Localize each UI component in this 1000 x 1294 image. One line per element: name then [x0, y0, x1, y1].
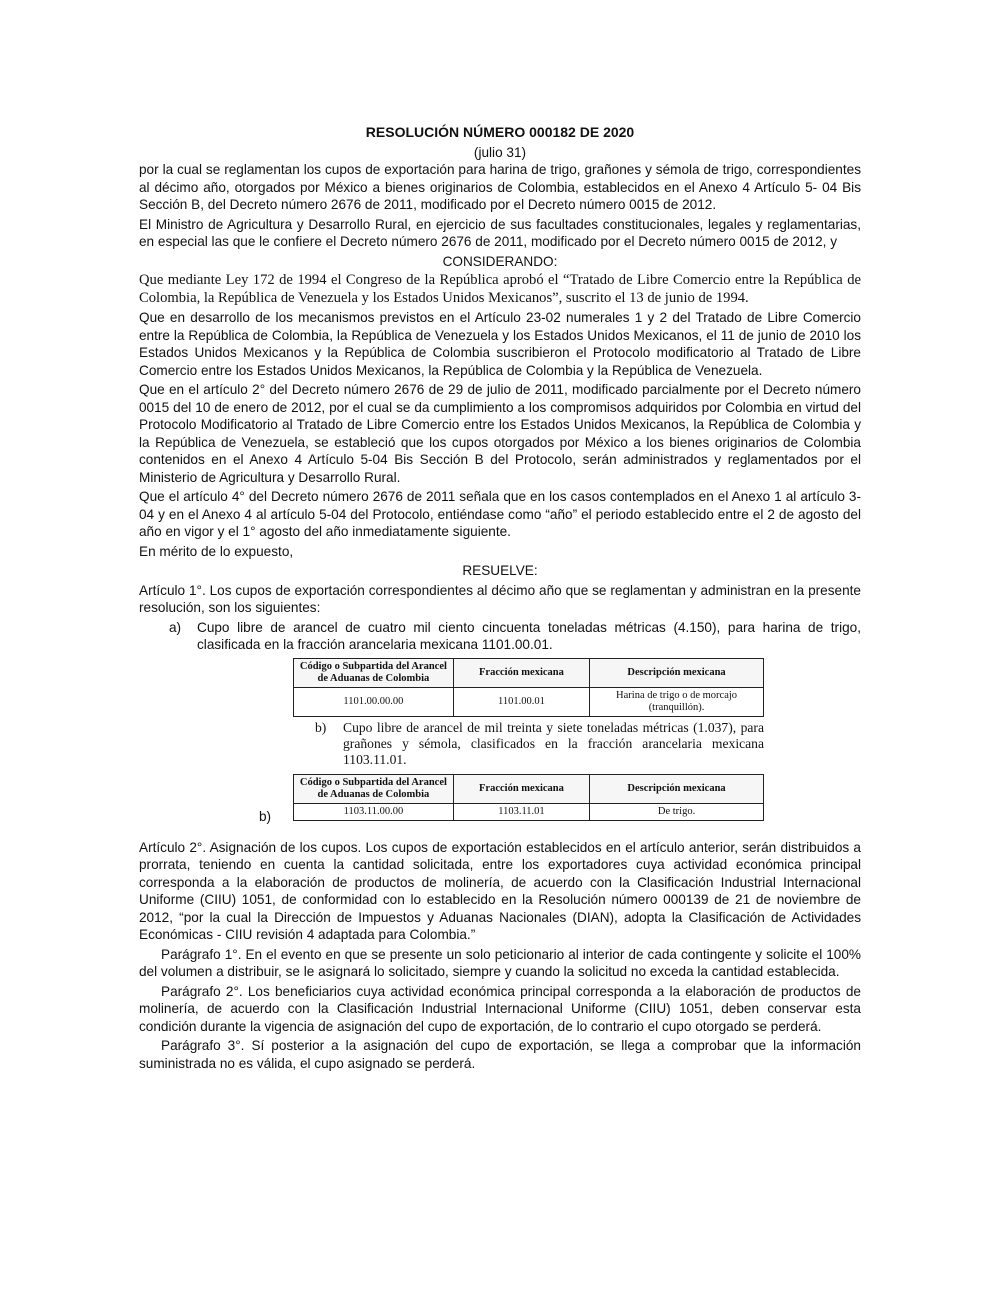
considerando-paragraph-3: Que en el artículo 2° del Decreto número 2676 de 29 de julio de 2011, modificado parcialmente por el Decreto número 0015 del 10 de enero de 2012, por el cual se da cumplimiento a los compromisos adquiridos por Colombia en virtud del Protocolo Modificatorio al Tratado de Libre Comercio entre los Estados Unidos Mexicanos, la República de Colombia y la República de Venezuela, se estableció que los cupos otorgados por México a los bienes originarios de Colombia contenidos en el Anexo 4 Artículo 5-04 Bis Sección B del Protocolo, serán administrados y reglamentados por el Ministerio de Agricultura y Desarrollo Rural.	[139, 382, 861, 485]
considerando-paragraph-5: En mérito de lo expuesto,	[139, 543, 294, 559]
list-marker-a: a)	[169, 619, 182, 635]
table-header: Descripción mexicana	[590, 658, 764, 687]
resolution-date: (julio 31)	[473, 144, 527, 160]
table-header-row	[294, 658, 764, 687]
table-cell: 1103.11.01	[453, 803, 589, 820]
tariff-table-1	[293, 658, 764, 717]
table-cell: 1101.00.01	[453, 687, 589, 716]
document-page	[139, 120, 861, 1074]
paragrafo-1: Parágrafo 1°. En el evento en que se presente un solo peticionario al interior de cada contingente y solicite el 100% del volumen a distribuir, se le asignará lo solicitado, siempre y cuando la solicitud no exceda la cantidad establecida.	[139, 946, 861, 979]
table-row	[294, 687, 764, 716]
list-item-a	[169, 619, 861, 654]
list-marker-b: b)	[315, 719, 327, 735]
table-cell: De trigo.	[590, 803, 764, 820]
considerando-heading: CONSIDERANDO:	[442, 253, 558, 269]
articulo-2: Artículo 2°. Asignación de los cupos. Los cupos de exportación establecidos en el artículo anterior, serán distribuidos a prorrata, teniendo en cuenta la cantidad solicitada, entre los exportadores cuya actividad económica principal corresponda a la elaboración de productos de molinería, de acuerdo con la Clasificación Industrial Internacional Uniforme (CIIU) 1051, de conformidad con lo establecido en la Resolución número 000139 de 21 de noviembre de 2012, “por la cual la Dirección de Impuestos y Aduanas Nacionales (DIAN), adopta la Clasificación de Actividades Económicas - CIIU revisión 4 adaptada para Colombia.”	[139, 839, 861, 942]
considerando-paragraph-2: Que en desarrollo de los mecanismos previstos en el Artículo 23-02 numerales 1 y 2 del Tratado de Libre Comercio entre la República de Colombia, la República de Venezuela y los Estados Unidos Mexicanos, el 11 de junio de 2010 los Estados Unidos Mexicanos y la República de Colombia suscribieron el Protocolo modificatorio al Tratado de Libre Comercio entre los Estados Unidos Mexicanos, la República de Colombia y la República de Venezuela.	[139, 310, 861, 378]
table-cell: 1101.00.00.00	[294, 687, 454, 716]
authority-paragraph: El Ministro de Agricultura y Desarrollo Rural, en ejercicio de sus facultades constitucionales, legales y reglamentarias, en especial las que le confiere el Decreto número 2676 de 2011, modificado por el Decreto número 0015 de 2012, y	[139, 216, 861, 249]
table-cell: Harina de trigo o de morcajo (tranquillón).	[590, 687, 764, 716]
list-item-b	[315, 720, 764, 768]
resuelve-heading: RESUELVE:	[462, 563, 538, 578]
paragrafo-3: Parágrafo 3°. Sí posterior a la asignación del cupo de exportación, se llega a comprobar que la información suministrada no es válida, el cupo asignado se perderá.	[139, 1038, 861, 1071]
table-header-row	[294, 774, 764, 803]
tariff-table-2	[293, 774, 764, 821]
table-header: Fracción mexicana	[453, 658, 589, 687]
table-header: Código o Subpartida del Arancel de Aduanas de Colombia	[294, 774, 454, 803]
table-2-wrapper	[139, 774, 861, 824]
considerando-paragraph-4: Que el artículo 4° del Decreto número 2676 de 2011 señala que en los casos contemplados en el Anexo 1 al artículo 3-04 y en el Anexo 4 al artículo 5-04 del Protocolo, entiéndase como “año” el periodo establecido entre el 2 de agosto del año en vigor y el 1° agosto del año inmediatamente siguiente.	[139, 489, 861, 539]
table-header: Fracción mexicana	[453, 774, 589, 803]
resolution-title: RESOLUCIÓN NÚMERO 000182 DE 2020	[365, 124, 635, 140]
articulo-1: Artículo 1°. Los cupos de exportación correspondientes al décimo año que se reglamentan y administran en la presente resolución, son los siguientes:	[139, 582, 861, 615]
list-text-a: Cupo libre de arancel de cuatro mil ciento cincuenta toneladas métricas (4.150), para harina de trigo, clasificada en la fracción arancelaria mexicana 1101.00.01.	[197, 619, 861, 652]
table-cell: 1103.11.00.00	[294, 803, 454, 820]
table-header: Código o Subpartida del Arancel de Aduanas de Colombia	[294, 658, 454, 687]
table-row	[294, 803, 764, 820]
paragrafo-2: Parágrafo 2°. Los beneficiarios cuya actividad económica principal corresponda a la elaboración de productos de molinería, de acuerdo con la Clasificación Industrial Internacional Uniforme (CIIU) 1051, deben conservar esta condición durante la vigencia de asignación del cupo de exportación, de lo contrario el cupo otorgado se perderá.	[139, 983, 861, 1034]
outer-list-marker-b: b)	[259, 808, 272, 824]
summary-paragraph: por la cual se reglamentan los cupos de exportación para harina de trigo, grañones y sémola de trigo, correspondientes al décimo año, otorgados por México a bienes originarios de Colombia, establecidos en el Anexo 4 Artículo 5- 04 Bis Sección B, del Decreto número 2676 de 2011, modificado por el Decreto número 0015 de 2012.	[139, 162, 861, 212]
list-text-b: Cupo libre de arancel de mil treinta y siete toneladas métricas (1.037), para grañones y sémola, clasificados en la fracción arancelaria mexicana 1103.11.01.	[343, 719, 764, 767]
table-header: Descripción mexicana	[590, 774, 764, 803]
considerando-paragraph-1: Que mediante Ley 172 de 1994 el Congreso de la República aprobó el “Tratado de Libre Comercio entre la República de Colombia, la República de Venezuela y los Estados Unidos Mexicanos”, suscrito el 13 de junio de 1994.	[139, 272, 861, 306]
